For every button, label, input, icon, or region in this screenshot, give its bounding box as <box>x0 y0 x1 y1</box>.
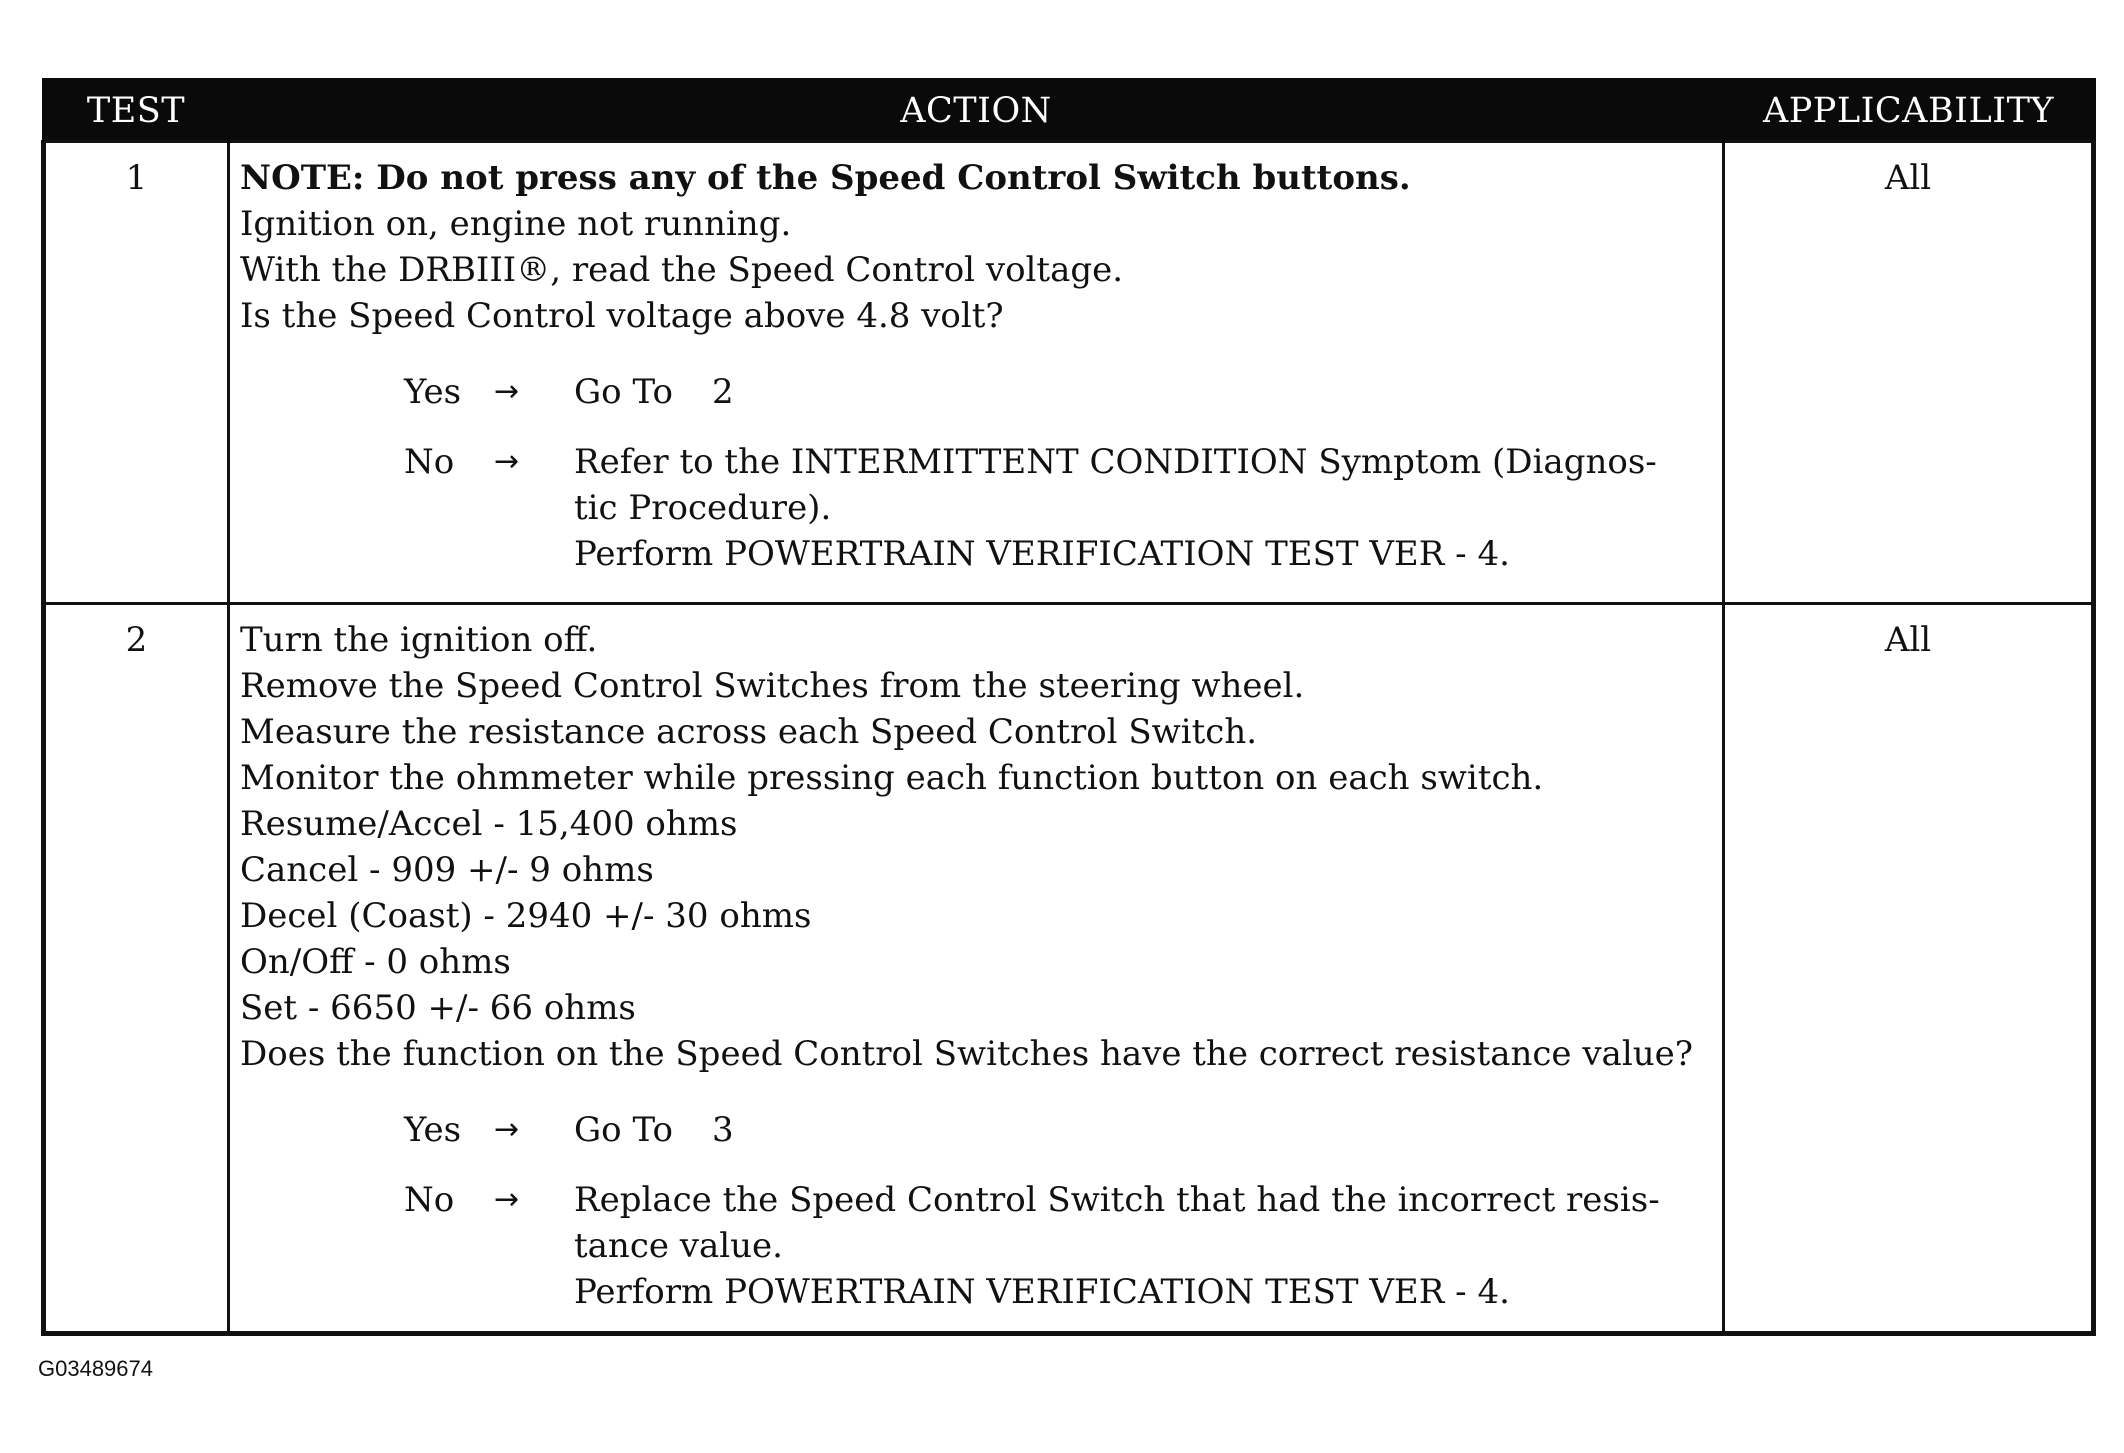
goto-label: Go To <box>574 372 673 412</box>
no-label: No <box>404 442 455 482</box>
arrow-icon: → <box>494 1182 520 1217</box>
no-label: No <box>404 1180 455 1220</box>
spec-text: Set - 6650 +/- 66 ohms <box>240 988 636 1028</box>
question-text: Does the function on the Speed Control Switches have the correct resistance value? <box>240 1034 1693 1074</box>
spec-text: Decel (Coast) - 2940 +/- 30 ohms <box>240 896 812 936</box>
goto-target: 3 <box>712 1110 734 1150</box>
yes-label: Yes <box>404 1110 462 1150</box>
yes-label: Yes <box>404 372 462 412</box>
step-text: With the DRBIII®, read the Speed Control voltage. <box>240 250 1124 290</box>
note-text: NOTE: Do not press any of the Speed Control Switch buttons. <box>240 158 1411 198</box>
step-text: Monitor the ohmmeter while pressing each function button on each switch. <box>240 758 1544 798</box>
table-row <box>44 142 2094 604</box>
step-text: Measure the resistance across each Speed Control Switch. <box>240 712 1258 752</box>
yes-branch <box>404 1107 1714 1153</box>
applicability-value: All <box>1724 142 2094 604</box>
spec-text: On/Off - 0 ohms <box>240 942 511 982</box>
no-action-text: tance value. <box>574 1226 783 1266</box>
applicability-value: All <box>1724 604 2094 1334</box>
step-text: Is the Speed Control voltage above 4.8 volt? <box>240 296 1004 336</box>
arrow-icon: → <box>494 374 520 409</box>
step-text: Turn the ignition off. <box>240 620 598 660</box>
table-header-row <box>44 80 2094 142</box>
no-action-text: tic Procedure). <box>574 488 832 528</box>
table-row <box>44 604 2094 1334</box>
no-action-text: Refer to the INTERMITTENT CONDITION Symptom (Diagnos- <box>574 442 1657 482</box>
no-action-text: Perform POWERTRAIN VERIFICATION TEST VER - 4. <box>574 534 1510 574</box>
goto-target: 2 <box>712 372 734 412</box>
action-cell <box>229 604 1724 1334</box>
test-number: 2 <box>44 604 229 1334</box>
test-number: 1 <box>44 142 229 604</box>
arrow-icon: → <box>494 444 520 479</box>
yes-branch <box>404 369 1714 415</box>
goto-label: Go To <box>574 1110 673 1150</box>
diagnostic-test-table <box>41 78 2096 1336</box>
no-action-text: Perform POWERTRAIN VERIFICATION TEST VER - 4. <box>574 1272 1510 1312</box>
figure-id: G03489674 <box>38 1356 153 1381</box>
step-text: Ignition on, engine not running. <box>240 204 792 244</box>
action-cell <box>229 142 1724 604</box>
no-branch <box>404 439 1714 577</box>
arrow-icon: → <box>494 1112 520 1147</box>
no-branch <box>404 1177 1714 1315</box>
header-test: TEST <box>44 80 229 142</box>
step-text: Remove the Speed Control Switches from the steering wheel. <box>240 666 1305 706</box>
no-action-text: Replace the Speed Control Switch that had the incorrect resis- <box>574 1180 1660 1220</box>
spec-text: Cancel - 909 +/- 9 ohms <box>240 850 654 890</box>
header-action: ACTION <box>229 80 1724 142</box>
header-applicability: APPLICABILITY <box>1724 80 2094 142</box>
spec-text: Resume/Accel - 15,400 ohms <box>240 804 738 844</box>
